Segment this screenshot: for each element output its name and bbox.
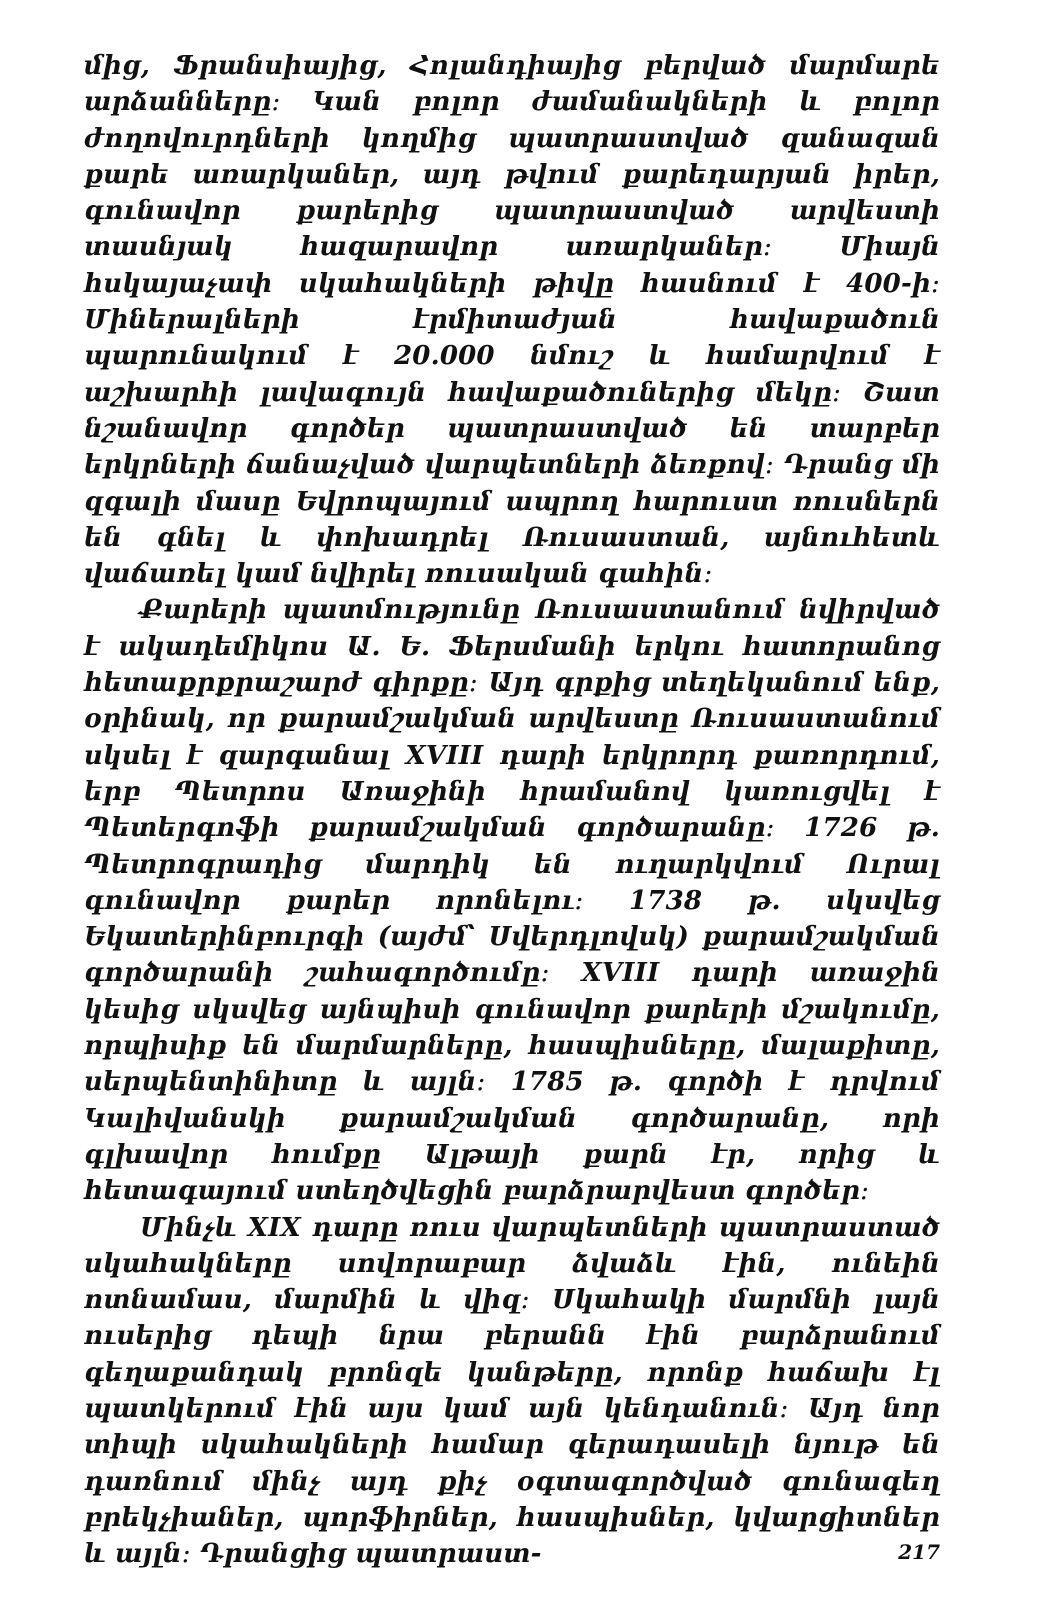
paragraph-3: Մինչև XIX դարը ռուս վարպետների պատրաստած սկահակները սովորաբար ձվաձև էին, ունեին ոտնամաս, մարմին և վիզ։ Սկահակի մարմնի լայն ուսերից դեպի նրա բերանն էին բարձրանում գեղաքանդակ բրոնզե կանթերը, որոնք հաճախ էլ պատկերում էին այս կամ այն կենդանուն։ Այդ նոր տիպի սկահակների համար գերադասելի նյութ են դառնում մինչ այդ քիչ օգտագործված գունագեղ բրեկչիաներ, պորֆիրներ, հասպիսներ, կվարցիտներ և այլն։ Դրանցից պատրաստ- [84, 1212, 940, 1570]
paragraph-2: Քարերի պատմությունը Ռուսաստանում նվիրված է ակադեմիկոս Ա. Ե. Ֆերսմանի երկու հատորանոց հետաքրքրաշարժ գիրքը։ Այդ գրքից տեղեկանում ենք, օրինակ, որ քարամշակման արվեստը Ռուսաստանում սկսել է զարգանալ XVIII դարի երկրորդ քառորդում, երբ Պետրոս Առաջինի հրամանով կառուցվել է Պետերգոֆի քարամշակման գործարանը։ 1726 թ. Պետրոգրադից մարդիկ են ուղարկվում Ուրալ գունավոր քարեր որոնելու։ 1738 թ. սկսվեց Եկատերինբուրգի (այժմ՝ Սվերդլովսկ) քարամշակման գործարանի շահագործումը։ XVIII դարի առաջին կեսից սկսվեց այնպիսի գունավոր քարերի մշակումը, որպիսիք են մարմարները, հասպիսները, մալաքիտը, սերպենտինիտը և այլն։ 1785 թ. գործի է դրվում Կալիվանսկի քարամշակման գործարանը, որի գլխավոր հումքը Ալթայի քարն էր, որից և հետագայում ստեղծվեցին բարձրարվեստ գործեր։ [84, 595, 940, 1207]
paragraph-1: մից, Ֆրանսիայից, Հոլանդիայից բերված մարմարե արձանները։ Կան բոլոր ժամանակների և բոլոր ժողովուրդների կողմից պատրաստված զանազան քարե առարկաներ, այդ թվում քարեդարյան իրեր, գունավոր քարերից պատրաստված արվեստի տասնյակ հազարավոր առարկաներ։ Միայն հսկայաչափ սկահակների թիվը հասնում է 400-ի։ Միներալների էրմիտաժյան հավաքածուն պարունակում է 20.000 նմուշ և համարվում է աշխարհի լավագույն հավաքածուներից մեկը։ Շատ նշանավոր գործեր պատրաստված են տարբեր երկրների ճանաչված վարպետների ձեռքով։ Դրանց մի զգալի մասը Եվրոպայում ապրող հարուստ ռուսներն են գնել և փոխադրել Ռուսաստան, այնուհետև վաճառել կամ նվիրել ռուսական գահին։ [84, 51, 940, 590]
page-number: 217 [898, 1540, 940, 1564]
